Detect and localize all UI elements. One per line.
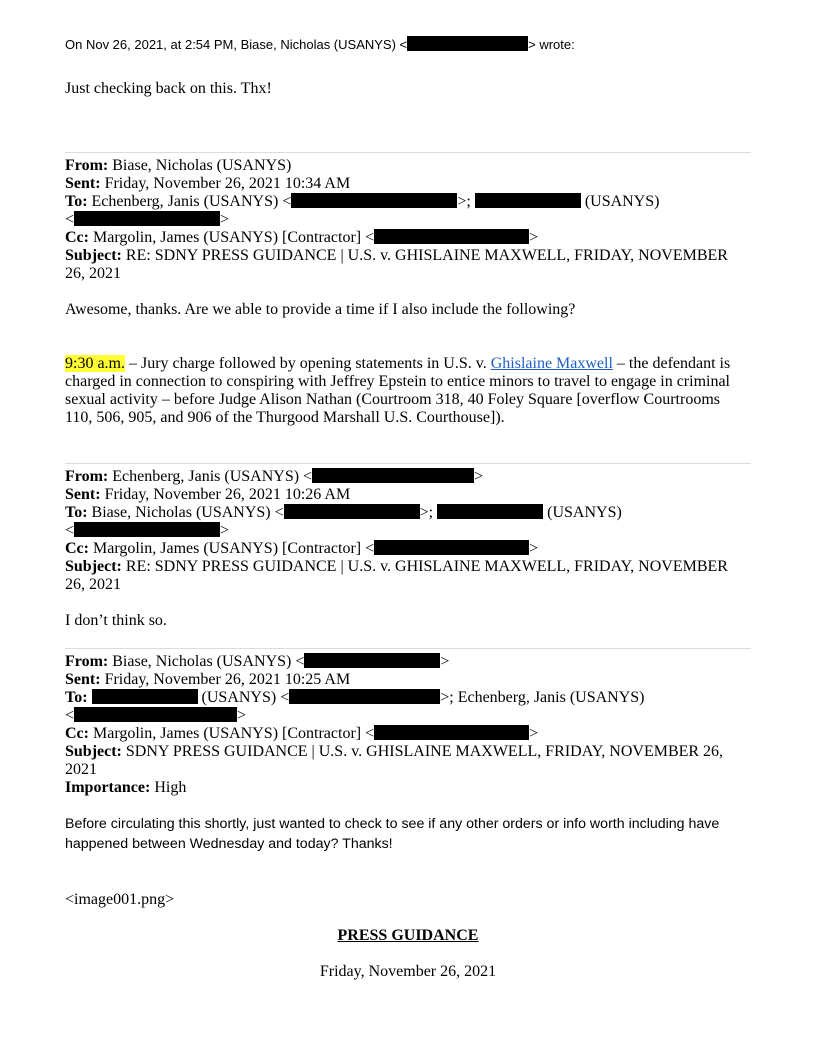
email3-body-line-1: Before circulating this shortly, just wanted to check to see if any other orders or info worth including have (65, 816, 720, 832)
redacted-email (289, 689, 440, 704)
divider (65, 463, 751, 464)
email3-importance: Importance: High (65, 779, 187, 796)
redacted-email (374, 540, 529, 555)
email2-subject: Subject: RE: SDNY PRESS GUIDANCE | U.S. v. GHISLAINE MAXWELL, FRIDAY, NOVEMBER (65, 558, 728, 575)
email3-cc: Cc: Margolin, James (USANYS) [Contractor] < > (65, 725, 539, 742)
email3-to-continued: < > (65, 707, 247, 724)
redacted-name (475, 193, 581, 208)
redacted-email (374, 725, 529, 740)
attachment-placeholder: <image001.png> (65, 891, 175, 908)
email1-subject-continued: 26, 2021 (65, 265, 121, 282)
email1-cc: Cc: Margolin, James (USANYS) [Contractor] < > (65, 229, 539, 246)
reply-header-prefix: On Nov 26, 2021, at 2:54 PM, Biase, Nicholas (USANYS) < (65, 37, 408, 52)
reply-header (65, 36, 575, 54)
redacted-name (92, 689, 198, 704)
schedule-line-2: charged in connection to conspiring with Jeffrey Epstein to entice minors to travel to engage in criminal (65, 373, 730, 390)
email3-from: From: Biase, Nicholas (USANYS) < > (65, 653, 450, 670)
email3-subject: Subject: SDNY PRESS GUIDANCE | U.S. v. GHISLAINE MAXWELL, FRIDAY, NOVEMBER 26, (65, 743, 724, 760)
email3-sent: Sent: Friday, November 26, 2021 10:25 AM (65, 671, 351, 688)
schedule-line-1: 9:30 a.m. – Jury charge followed by opening statements in U.S. v. Ghislaine Maxwell – the defendant is (65, 355, 731, 372)
schedule-line-4: 110, 506, 905, and 906 of the Thurgood Marshall U.S. Courthouse]). (65, 409, 505, 426)
redacted-email (304, 653, 440, 668)
redacted-email (407, 36, 528, 51)
press-guidance-date: Friday, November 26, 2021 (319, 963, 497, 980)
email2-to-continued: < > (65, 522, 230, 539)
email3-body-line-2: happened between Wednesday and today? Thanks! (65, 836, 393, 852)
email1-from: From: Biase, Nicholas (USANYS) (65, 157, 292, 174)
email1-to-continued: < > (65, 211, 230, 228)
email1-sent: Sent: Friday, November 26, 2021 10:34 AM (65, 175, 351, 192)
email2-from: From: Echenberg, Janis (USANYS) < > (65, 468, 484, 485)
redacted-email (74, 211, 220, 226)
redacted-email (312, 468, 474, 483)
redacted-email (74, 522, 220, 537)
email2-sent: Sent: Friday, November 26, 2021 10:26 AM (65, 486, 351, 503)
ghislaine-maxwell-link[interactable]: Ghislaine Maxwell (490, 355, 613, 372)
schedule-time: 9:30 a.m. (65, 355, 125, 372)
divider (65, 152, 751, 153)
divider (65, 648, 751, 649)
email1-body: Awesome, thanks. Are we able to provide a time if I also include the following? (65, 301, 576, 318)
redacted-email (284, 504, 420, 519)
email2-subject-continued: 26, 2021 (65, 576, 121, 593)
email2-body: I don’t think so. (65, 612, 167, 629)
redacted-name (437, 504, 543, 519)
reply-header-suffix: > wrote: (528, 37, 575, 52)
email3-subject-continued: 2021 (65, 761, 97, 778)
schedule-line-3: sexual activity – before Judge Alison Nathan (Courtroom 318, 40 Foley Square [overflow Courtrooms (65, 391, 720, 408)
email1-to: To: Echenberg, Janis (USANYS) < >; (USANYS) (65, 193, 660, 210)
redacted-email (74, 707, 237, 722)
email2-cc: Cc: Margolin, James (USANYS) [Contractor] < > (65, 540, 539, 557)
checking-back-message: Just checking back on this. Thx! (65, 80, 272, 97)
email1-subject: Subject: RE: SDNY PRESS GUIDANCE | U.S. v. GHISLAINE MAXWELL, FRIDAY, NOVEMBER (65, 247, 728, 264)
press-guidance-title: PRESS GUIDANCE (337, 927, 479, 944)
redacted-email (291, 193, 457, 208)
email2-to: To: Biase, Nicholas (USANYS) < >; (USANYS) (65, 504, 622, 521)
redacted-email (374, 229, 529, 244)
email3-to: To: (USANYS) < >; Echenberg, Janis (USANYS) (65, 689, 645, 706)
